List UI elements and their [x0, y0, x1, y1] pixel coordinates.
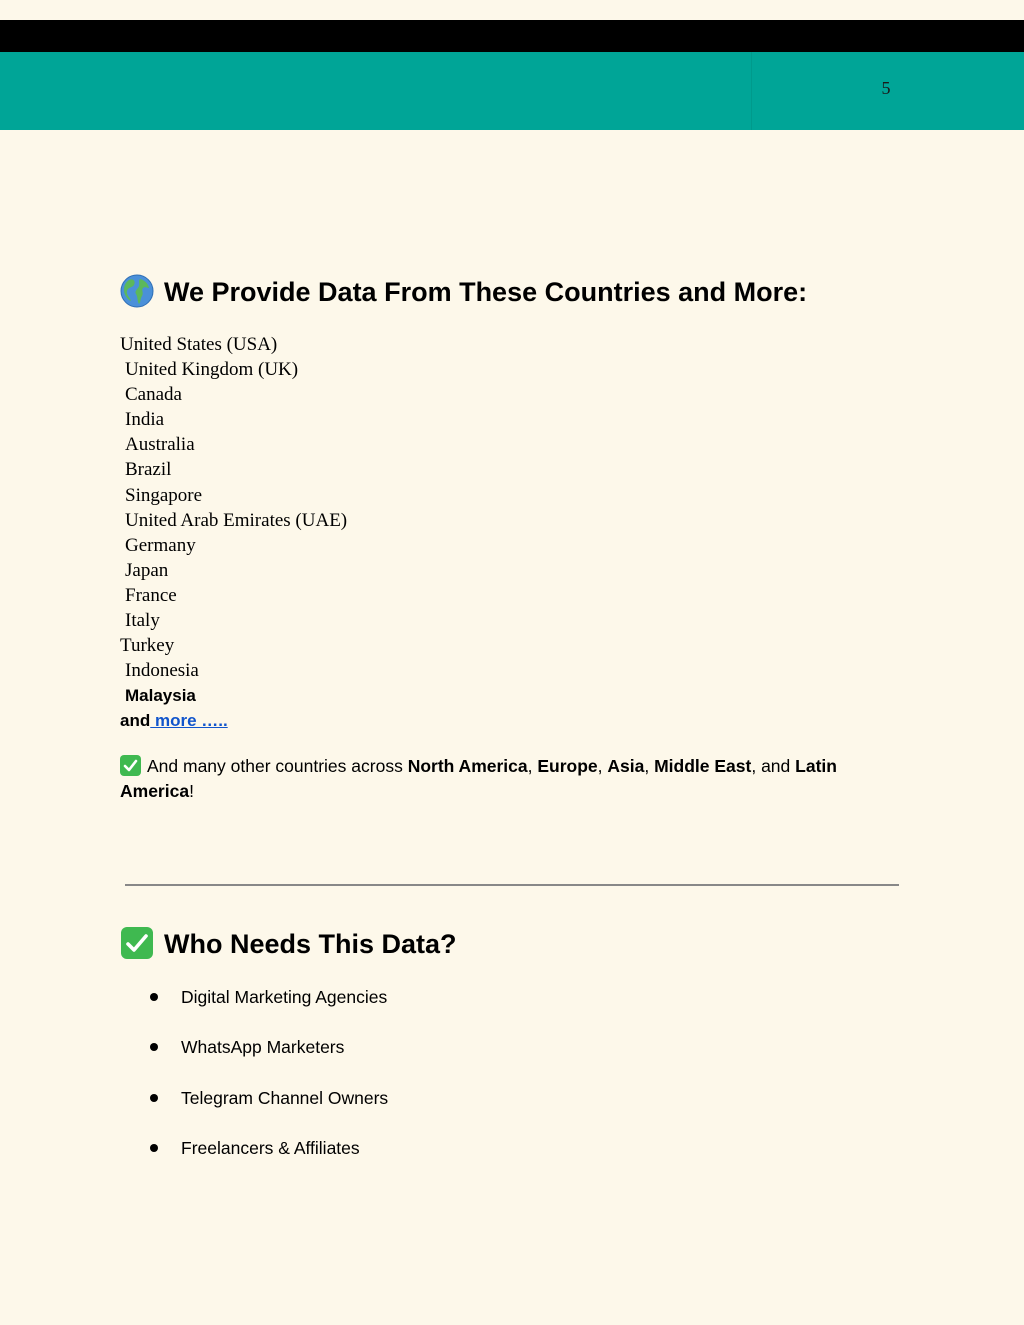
country-item: Japan	[125, 559, 169, 581]
list-item	[150, 984, 388, 1034]
audience-heading-text: Who Needs This Data?	[164, 929, 457, 959]
exclamation: !	[189, 781, 194, 801]
separator: ,	[597, 756, 608, 776]
country-item: Brazil	[125, 459, 172, 481]
countries-heading	[120, 274, 807, 309]
more-link[interactable]: more …..	[150, 711, 228, 731]
country-item: Germany	[125, 534, 196, 556]
region-latin-america: Latin America	[120, 756, 837, 801]
bullet-icon	[150, 1043, 158, 1051]
region-middle-east: Middle East	[654, 756, 752, 776]
header-divider	[751, 52, 752, 130]
country-item: Australia	[125, 434, 195, 456]
country-item: Singapore	[125, 484, 203, 506]
separator: , and	[751, 756, 796, 776]
list-item-label: WhatsApp Marketers	[181, 1037, 345, 1058]
section-divider	[125, 884, 899, 886]
check-mark-icon	[120, 755, 141, 776]
region-europe: Europe	[537, 756, 598, 776]
regions-intro: And many other countries across	[147, 756, 408, 776]
country-item: Indonesia	[125, 660, 199, 682]
country-item: United States (USA)	[120, 334, 278, 355]
country-item: United Kingdom (UK)	[125, 359, 299, 381]
list-item-label: Freelancers & Affiliates	[181, 1137, 360, 1158]
country-item: Italy	[125, 610, 160, 632]
list-item	[150, 1034, 388, 1084]
list-item-label: Telegram Channel Owners	[181, 1087, 389, 1108]
separator: ,	[644, 756, 655, 776]
countries-heading-text: We Provide Data From These Countries and More:	[164, 277, 808, 307]
bullet-icon	[150, 1144, 158, 1152]
country-item: Malaysia	[125, 686, 196, 706]
globe-icon	[120, 274, 154, 308]
page-top-margin	[0, 0, 1024, 20]
list-item-label: Digital Marketing Agencies	[181, 987, 388, 1007]
country-item: Canada	[125, 384, 182, 406]
country-item: India	[125, 409, 165, 431]
separator: ,	[527, 756, 538, 776]
header-black-band	[0, 20, 1024, 52]
and-more-line	[120, 708, 347, 733]
region-north-america: North America	[407, 756, 528, 776]
bullet-icon	[150, 993, 158, 1001]
country-item: Turkey	[120, 635, 175, 657]
page-number: 5	[881, 78, 891, 98]
country-list	[120, 332, 347, 734]
list-item	[150, 1085, 388, 1135]
region-asia: Asia	[607, 756, 645, 776]
country-item: France	[125, 584, 177, 606]
regions-paragraph	[120, 754, 900, 804]
audience-heading	[120, 926, 457, 961]
list-item	[150, 1135, 388, 1185]
audience-list	[150, 984, 388, 1185]
bullet-icon	[150, 1094, 158, 1102]
and-label: and	[120, 711, 151, 731]
country-item: United Arab Emirates (UAE)	[125, 509, 348, 531]
check-mark-icon	[120, 926, 154, 960]
header-teal-band	[0, 52, 1024, 130]
